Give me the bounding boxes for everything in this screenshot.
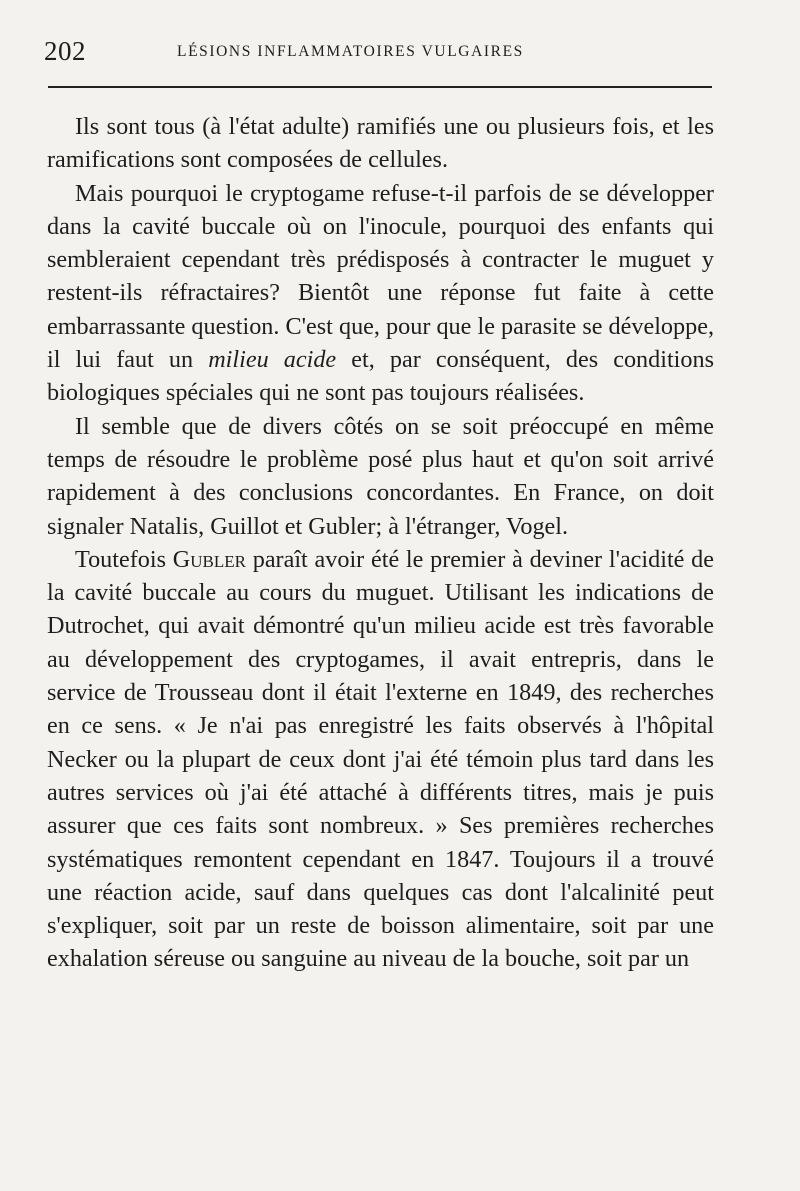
running-head: LÉSIONS INFLAMMATOIRES VULGAIRES — [177, 43, 524, 60]
page-header — [44, 36, 714, 76]
author-name: Gubler — [172, 545, 246, 573]
paragraph-text: paraît avoir été le premier à deviner l'acidité de la cavité buccale au cours du muguet. Utilisant les indications de Dutrochet, qui avait démontré qu'un milieu acide est très favorable au développement des cryptogames, il avait entrepris, dans le service de Trousseau dont il était l'externe en 1849, des recherches en ce sens. « Je n'ai pas enregistré les faits observés à l'hôpital Necker ou la plupart de ceux dont j'ai été témoin plus tard dans les autres services où j'ai été attaché à différents titres, mais je puis assurer que ces faits sont nombreux. » Ses premières recherches systématiques remontent cependant en 1847. Toujours il a trouvé une réaction acide, sauf dans quelques cas dont l'alcalinité peut s'expliquer, soit par un reste de boisson alimentaire, soit par une exhalation séreuse ou sanguine au niveau de la bouche, soit par un — [47, 545, 714, 973]
header-rule — [48, 86, 712, 88]
emphasis-text: milieu acide — [208, 346, 337, 374]
paragraph-text: Toutefois — [75, 545, 173, 573]
paragraph — [47, 177, 714, 410]
paragraph-text: Ils sont tous (à l'état adulte) ramifiés une ou plusieurs fois, et les ramifications sont composées de cellules. — [47, 113, 714, 174]
paragraph-text: Il semble que de divers côtés on se soit préoccupé en même temps de résoudre le problème posé plus haut et qu'on soit arrivé rapidement à des conclusions concordantes. En France, on doit signaler Natalis, Guillot et Gubler; à l'étranger, Vogel. — [47, 412, 714, 540]
paragraph — [47, 543, 714, 976]
page-number: 202 — [44, 36, 86, 66]
paragraph-text: Mais pourquoi le cryptogame refuse-t-il parfois de se développer dans la cavité buccale où on l'inocule, pourquoi des enfants qui sembleraient cependant très prédisposés à contracter le muguet y restent-ils réfractaires? Bientôt une réponse fut faite à cette embarrassante question. C'est que, pour que le parasite se développe, il lui faut un — [47, 179, 714, 374]
body-text — [47, 110, 714, 976]
paragraph — [47, 110, 714, 177]
paragraph — [47, 410, 714, 543]
paragraph-text: et, par conséquent, des conditions biologiques spéciales qui ne sont pas toujours réalisées. — [47, 346, 714, 407]
